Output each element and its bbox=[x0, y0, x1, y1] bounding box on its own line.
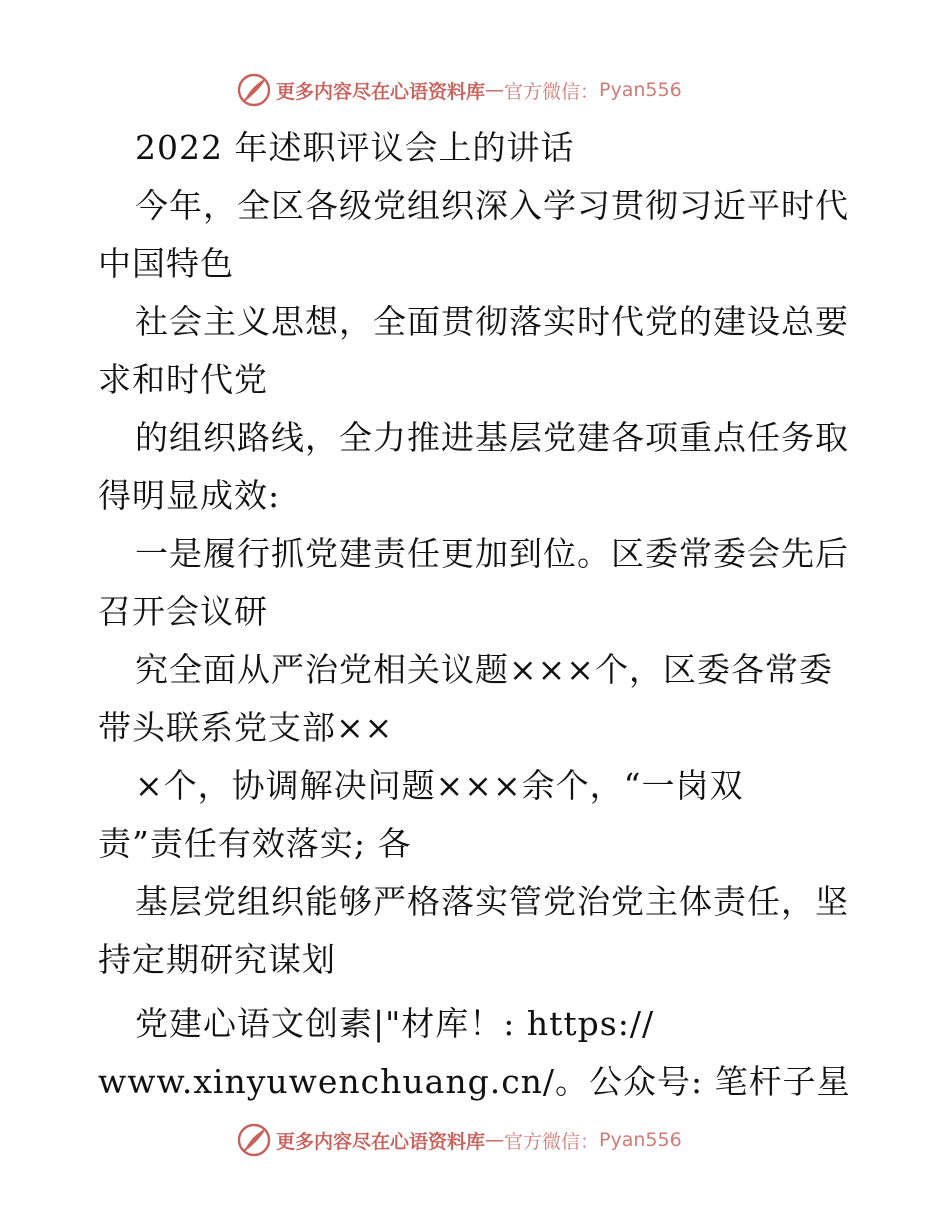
watermark-side-text: 官方微信： bbox=[504, 1130, 600, 1153]
paragraph-line: 求和时代党 bbox=[98, 360, 268, 399]
watermark-main-text: 更多内容尽在心语资料库 bbox=[276, 80, 486, 103]
source-line: 党建心语文创素|"材库！: https:// bbox=[135, 1004, 655, 1043]
watermark-footer bbox=[236, 1122, 682, 1158]
source-url-line: www.xinyuwenchuang.cn/。公众号: 笔杆子星 bbox=[98, 1062, 851, 1101]
document-title: 2022 年述职评议会上的讲话 bbox=[135, 128, 575, 167]
paragraph-line: 带头联系党支部×× bbox=[98, 708, 394, 747]
watermark-dash: — bbox=[485, 1129, 505, 1151]
paragraph-line: 基层党组织能够严格落实管党治党主体责任，坚 bbox=[135, 882, 849, 921]
paragraph-line: 责”责任有效落实; 各 bbox=[98, 824, 412, 863]
paragraph-line: 一是履行抓党建责任更加到位。区委常委会先后 bbox=[135, 534, 849, 573]
paragraph-line: 中国特色 bbox=[98, 244, 234, 283]
paragraph-line: 得明显成效: bbox=[98, 476, 281, 515]
paragraph-line: 究全面从严治党相关议题×××个，区委各常委 bbox=[135, 650, 833, 689]
paragraph-line: 持定期研究谋划 bbox=[98, 940, 336, 979]
paragraph-line: 社会主义思想，全面贯彻落实时代党的建设总要 bbox=[135, 302, 849, 341]
watermark-wechat-id: Pyan556 bbox=[599, 79, 682, 101]
paragraph-line: ×个，协调解决问题×××余个，“一岗双 bbox=[135, 766, 744, 805]
quill-seal-icon bbox=[236, 1122, 272, 1158]
watermark-main-text: 更多内容尽在心语资料库 bbox=[276, 1130, 486, 1153]
watermark-wechat-id: Pyan556 bbox=[599, 1129, 682, 1151]
paragraph-line: 今年，全区各级党组织深入学习贯彻习近平时代 bbox=[135, 186, 849, 225]
paragraph-line: 召开会议研 bbox=[98, 592, 268, 631]
watermark-dash: — bbox=[485, 79, 505, 101]
watermark-side-text: 官方微信： bbox=[504, 80, 600, 103]
paragraph-line: 的组织路线，全力推进基层党建各项重点任务取 bbox=[135, 418, 849, 457]
